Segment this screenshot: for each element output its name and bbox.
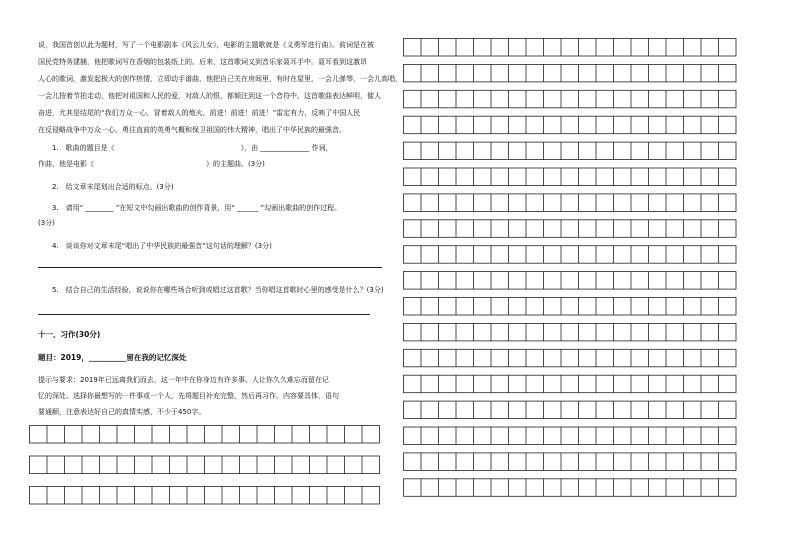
grid-row: [404, 298, 737, 316]
answer-line-q5[interactable]: [38, 314, 370, 315]
grid-row: [404, 168, 737, 186]
grid-row: [404, 323, 737, 341]
grid-row: [404, 39, 737, 57]
passage-line-2: 国民党特务逮捕，他把歌词写在香烟的包装纸上的。后来，这首歌词又到音乐家聂耳手中。聂耳看到这激昂: [38, 58, 367, 66]
grid-row: [404, 272, 737, 290]
composition-topic: 题目：2019，__________留在我的记忆深处: [38, 353, 187, 362]
answer-line-q4[interactable]: [38, 267, 382, 268]
grid-row: [404, 246, 737, 264]
question-1-line-b: 作曲，他是电影《 》的主题曲。(3分): [38, 160, 265, 168]
grid-row: [404, 220, 737, 238]
section-title: 十一、习作(30分): [38, 330, 101, 339]
passage-line-4: 一会儿按着节拍走动，他把对祖国和人民的爱，对敌人的恨，都倾注到这一个音符中。这首歌曲表达鲜明，催人: [38, 92, 381, 100]
writing-grid-left[interactable]: [29, 425, 381, 525]
grid-row: [404, 479, 737, 497]
passage-line-1: 说，我国首创以此为题材，写了一个电影剧本《风云儿女》，电影的主题歌就是《义勇军进行曲》。前词是在被: [38, 41, 374, 49]
tips-line-3: 要通顺，注意表达好自己的真情实感，不少于450字。: [38, 408, 206, 416]
passage-line-6: 在反侵略战争中万众一心、勇往直前的英勇气概和保卫祖国的伟大精神，唱出了中华民族的最强音。: [38, 126, 346, 134]
question-1-line-a: 1. 歌曲的题目是《 》，由 ______________ 作词，: [52, 144, 333, 152]
question-3-line-b: (3分): [38, 219, 55, 227]
grid-row: [404, 194, 737, 212]
grid-row: [404, 427, 737, 445]
question-2: 2. 给文章末尾划出合适的标点。(3分): [52, 183, 174, 191]
grid-row: [404, 142, 737, 160]
tips-line-2: 忆的深处。选择你最想写的一件事或一个人，先将题目补充完整，然后再习作。内容要具体，语句: [38, 392, 339, 400]
passage-line-3: 人心的歌词，激发起极大的创作热情，立即动手谱曲，他把自己关在房间里，有时在屋里，一会儿弹琴，一会儿高唱，: [38, 75, 402, 83]
grid-row: [404, 349, 737, 367]
question-3-line-a: 3. 请用“ ________ ”在短文中勾画出歌曲的创作背景，用“ ______ ”勾画出歌曲的创作过程。: [52, 204, 342, 212]
tips-line-1: 提示与要求：2019年已远离我们而去，这一年中在你身边有许多事、人让你久久难忘而留在记: [38, 376, 329, 384]
question-4: 4. 谈谈你对文章末尾“唱出了中华民族的最强音”这句话的理解？(3分): [52, 242, 272, 250]
grid-row: [404, 453, 737, 471]
passage-line-5: 奋进，尤其是结尾的“我们万众一心，冒着敌人的炮火，前进！前进！前进！”雷定有力，反映了中国人民: [38, 109, 361, 117]
grid-row: [404, 64, 737, 82]
grid-row: [404, 116, 737, 134]
grid-row: [404, 90, 737, 108]
grid-row: [404, 401, 737, 419]
writing-grid-right[interactable]: [403, 38, 741, 510]
grid-row: [404, 375, 737, 393]
question-5: 5. 结合自己的生活经验，说说你在哪些场合听到或唱过这首歌？当你唱这首歌时心里的感受是什么？(3分): [52, 286, 384, 294]
